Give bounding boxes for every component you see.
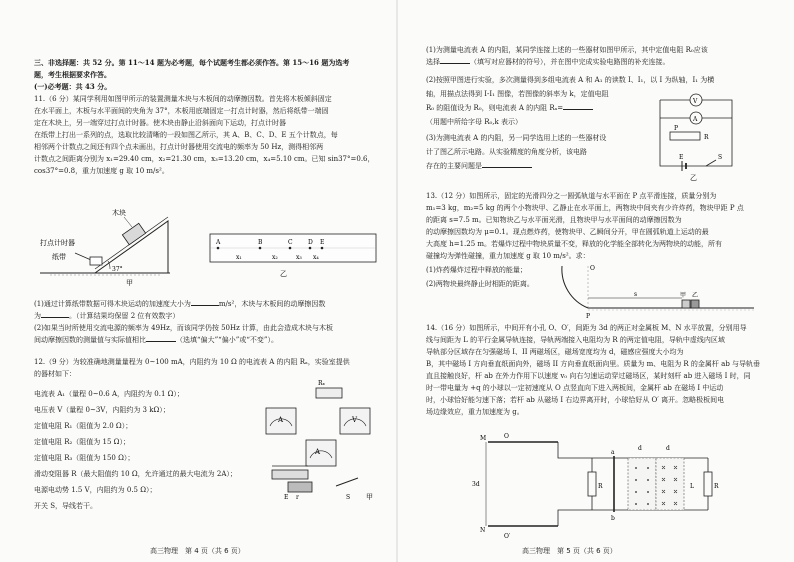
battery-icon	[288, 482, 312, 492]
q12-line: R₀ 的阻值设为 R₀，则电流表 A 的内阻 Rₐ=	[426, 104, 593, 113]
fig-label: 3d	[472, 481, 480, 488]
page-footer: 高三物理 第 4 页（共 6 页）	[150, 547, 245, 555]
q11-line: 相邻两个计数点之间还有四个点未画出，打点计时器使用交流电的频率为 50 Hz，测得相邻两	[34, 143, 324, 151]
fig-label: 木块	[112, 209, 126, 217]
section-heading: 三、非选择题：共 52 分。第 11～14 题为必考题，每个试题考生都必须作答。第 15～16 题为选考	[34, 58, 350, 67]
fig-label: a	[611, 449, 615, 456]
equipment-item: 滑动变阻器 R（最大阻值约 10 Ω，允许通过的最大电流为 2A）；	[34, 470, 237, 478]
q11-line: 在水平面上，木板与水平面间的夹角为 37°，木板用底端固定一打点计时器，然后将纸带一端固	[34, 107, 329, 115]
q11-line: 11.（6 分）某同学利用如图甲所示的装置测量木块与木板间的动摩擦因数。首先将木板倾斜固定	[34, 95, 332, 103]
point-label: A	[216, 239, 221, 246]
q14-line: 导轨部分区域存在匀强磁场 I、II 两磁场区，磁场宽度均为 d，磁感应强度大小均为	[426, 348, 684, 356]
fig-label: 乙	[280, 270, 287, 278]
q14-line: 场边缘效应，重力加速度为 g。	[426, 408, 524, 416]
equipment-item: 电压表 V（量程 0~3V，内阻约为 3 kΩ）；	[34, 406, 170, 414]
equipment-item: 开关 S，导线若干。	[34, 502, 98, 510]
segment-label: x₃	[296, 254, 302, 261]
resistor-right	[704, 472, 712, 496]
fig-label: E	[284, 494, 289, 501]
q11-line: 计数点之间距离分别为 x₁=29.40 cm，x₂=21.30 cm，x₃=13.20 cm，x₄=5.10 cm。已知 sin37°=0.6，	[34, 155, 375, 163]
fig-label: Rₓ	[318, 380, 326, 387]
figure-paper-tape	[210, 230, 378, 282]
q12-line: (3)为测电流表 A 的内阻，另一同学选用上述的一些器材设	[426, 134, 607, 142]
fig-label: 甲	[366, 493, 373, 501]
fig-label: R	[704, 134, 709, 141]
page-4	[0, 0, 396, 562]
q11-sub1: (1)通过计算纸带数据可得木块运动的加速度大小为 m/s²，木块与木板间的动摩擦因数	[34, 300, 326, 308]
q11-sub2: (2)如果当时所使用交流电源的频率为 49Hz，而该同学仍按 50Hz 计算，由此会造成木块与木板	[34, 324, 333, 332]
fig-label: V	[693, 98, 698, 105]
fig-label: R	[598, 483, 603, 490]
fig-label: d	[638, 445, 642, 452]
q14-line: 直且接触良好，杆 ab 在外力作用下以速度 v₀ 向右匀速运动穿过磁场区，某时刻杆 ab 进入磁场 I 时，同	[426, 372, 751, 380]
q12-line: (1)为测量电流表 A 的内阻，某同学连接上述的一些器材如图甲所示，其中定值电阻 R₀应该	[426, 46, 708, 54]
fig-label: 纸带	[52, 253, 66, 261]
fig-label: O′	[504, 533, 511, 540]
figure-arc-track	[558, 258, 758, 322]
q13-line: 碰撞均为弹性碰撞，重力加速度 g 取 10 m/s²。求：	[426, 252, 590, 260]
q13-line: (1)炸药爆炸过程中释放的能量；	[426, 266, 527, 274]
answer-blank[interactable]	[191, 305, 219, 306]
q12-line: 计了图乙所示电路。从实验精度的角度分析，该电路	[426, 148, 587, 156]
equipment-item: 电源电动势 1.5 V，内阻约为 0.5 Ω）；	[34, 486, 157, 494]
q14-line: 时，小球恰好能匀速下落；若杆 ab 从磁场 I 右边界离开时，小球恰好从 O′ 离开。忽略极板间电	[426, 396, 725, 404]
fig-label: 37°	[112, 266, 123, 273]
figure-plates-rails	[472, 428, 719, 540]
q13-line: 的距离 s=7.5 m。已知物块乙与水平面光滑，且物块甲与水平面间的动摩擦因数为	[426, 216, 682, 224]
page-footer: 高三物理 第 5 页（共 6 页）	[522, 547, 617, 555]
q14-line: 线与间距为 L 的平行金属导轨连接，导轨两端接入电阻均为 R 的两定值电阻，导轨中虚线内区域	[426, 336, 725, 344]
fig-label: 甲	[680, 292, 687, 299]
segment-label: x₄	[313, 254, 319, 261]
q13-line: (2)两物块最终静止时相距的距离。	[426, 280, 534, 288]
block-jia	[682, 300, 690, 308]
fig-label: P	[674, 125, 679, 132]
point-label: D	[308, 239, 313, 246]
fig-label: b	[611, 515, 615, 522]
answer-blank[interactable]	[440, 63, 470, 64]
fig-label: O	[590, 265, 595, 272]
block-yi	[691, 300, 699, 308]
rheostat-icon	[272, 470, 308, 479]
fig-label: 乙	[690, 174, 697, 182]
answer-blank[interactable]	[146, 341, 176, 342]
fig-label: M	[480, 435, 487, 442]
fig-label: r	[296, 494, 299, 501]
fig-label: S	[346, 494, 351, 501]
q11-sub2-b: 间动摩擦因数的测量值与实际值相比 （选填“偏大”“偏小”或“不变”）。	[34, 336, 278, 344]
answer-blank[interactable]	[563, 109, 593, 110]
figure-circuit	[646, 88, 746, 182]
q12-line: 选择 （填写对应器材的符号），并在图中完成实验电路图的补充连接。	[426, 58, 670, 66]
rheostat-icon	[670, 132, 700, 140]
fig-label: L	[690, 483, 694, 490]
q12-line: 的器材如下：	[34, 370, 76, 378]
q11-line: 在纸带上打出一系列的点，选取比较清晰的一段如图乙所示，其 A、B、C、D、E 五个计数点，每	[34, 131, 338, 139]
q14-line: B，其中磁场 I 方向垂直纸面向外，磁场 II 方向垂直纸面向里。质量为 m、电阻为 R 的金属杆 ab 与导轨垂	[426, 360, 761, 368]
fig-label: O	[504, 433, 509, 440]
required-heading: (一)必考题：共 43 分。	[34, 82, 112, 91]
segment-label: x₁	[236, 254, 242, 261]
q12-line: 存在的主要问题是	[426, 162, 532, 171]
fig-label: 乙	[692, 292, 699, 299]
q13-line: 大高度 h=1.25 m。若爆炸过程中物块质量不变，释放的化学能全部转化为两物块的动能，所有	[426, 240, 723, 248]
magnetic-field-1	[628, 458, 656, 510]
q12-line: （用题中所给字母 R₀,k 表示）	[426, 118, 522, 126]
q14-line: 时一带电量为 +q 的小球以一定初速度从 O 点竖直向下进入两板间，金属杆 ab 在磁场 I 中运动	[426, 384, 724, 392]
fig-label: 打点计时器	[40, 239, 75, 247]
q14-line: 14.（16 分）如图所示，中间开有小孔 O、O′，间距为 3d 的两正对金属板 M、N 水平放置，分别用导	[426, 324, 747, 332]
q13-line: 13.（12 分）如图所示，固定的光滑四分之一圆弧轨道与水平面在 P 点平滑连接，质量分别为	[426, 192, 717, 200]
point-label: C	[288, 239, 293, 246]
ammeter-a1-icon	[306, 440, 336, 466]
fig-label: R	[714, 483, 719, 490]
q11-sub1-b: 为 。（计算结果均保留 2 位有效数字）	[34, 312, 180, 320]
section-heading-2: 题，考生根据要求作答。	[34, 70, 111, 79]
fig-label: S	[718, 154, 723, 161]
figure-incline	[40, 183, 170, 288]
switch-icon	[336, 478, 358, 486]
equipment-item: 定值电阻 R₃（阻值为 150 Ω）；	[34, 454, 135, 462]
fig-label: V	[352, 416, 358, 424]
q11-line: cos37°=0.8，重力加速度 g 取 10 m/s²。	[34, 167, 169, 175]
fig-label: N	[480, 527, 486, 534]
fig-label: A	[693, 116, 698, 123]
q13-line: m₁=3 kg，m₂=5 kg 的两个小物块甲、乙静止在水平面上，两物块中间夹有少许炸药，物块甲距 P 点	[426, 204, 744, 212]
point-label: E	[320, 239, 325, 246]
answer-blank[interactable]	[41, 317, 69, 318]
q11-line: 定在木块上，另一端穿过打点计时器。使木块由静止沿斜面向下运动，打点计时器	[34, 119, 286, 127]
equipment-item: 电流表 A₁（量程 0~0.6 A，内阻约为 0.1 Ω）；	[34, 390, 184, 398]
page-5	[398, 0, 794, 562]
q12-line: 12.（9 分）为较准确地测量量程为 0~100 mA，内阻约为 10 Ω 的电流表 A 的内阻 Rₐ，实验室提供	[34, 358, 350, 366]
fig-label: A	[278, 416, 284, 424]
fig-label: 甲	[126, 279, 133, 287]
fig-label: E	[679, 154, 684, 161]
fig-label: s	[634, 291, 638, 298]
q12-line: (2)按照甲图进行实验，多次测量得到多组电流表 A 和 A₁ 的读数 I、I₁，以 I 为纵轴，I₁ 为横	[426, 76, 715, 84]
answer-blank[interactable]	[482, 167, 532, 168]
fig-label: P	[586, 313, 591, 320]
equipment-item: 定值电阻 R₂（阻值为 15 Ω）；	[34, 438, 130, 446]
q13-line: 的动摩擦因数均为 μ=0.1。现点燃炸药，使物块甲、乙瞬间分开，甲在圆弧轨道上运动的最	[426, 228, 709, 236]
fig-label: A	[315, 448, 321, 456]
point-label: B	[258, 239, 263, 246]
q12-line: 轴，用描点法得到 I-I₁ 图像，若图像的斜率为 k，定值电阻	[426, 90, 609, 98]
fig-label: d	[666, 445, 670, 452]
resistor-left	[588, 472, 596, 496]
figure-equipment	[262, 378, 382, 500]
segment-label: x₂	[272, 254, 278, 261]
magnetic-field-2	[656, 458, 684, 510]
equipment-item: 定值电阻 R₁（阻值为 2.0 Ω）；	[34, 422, 133, 430]
